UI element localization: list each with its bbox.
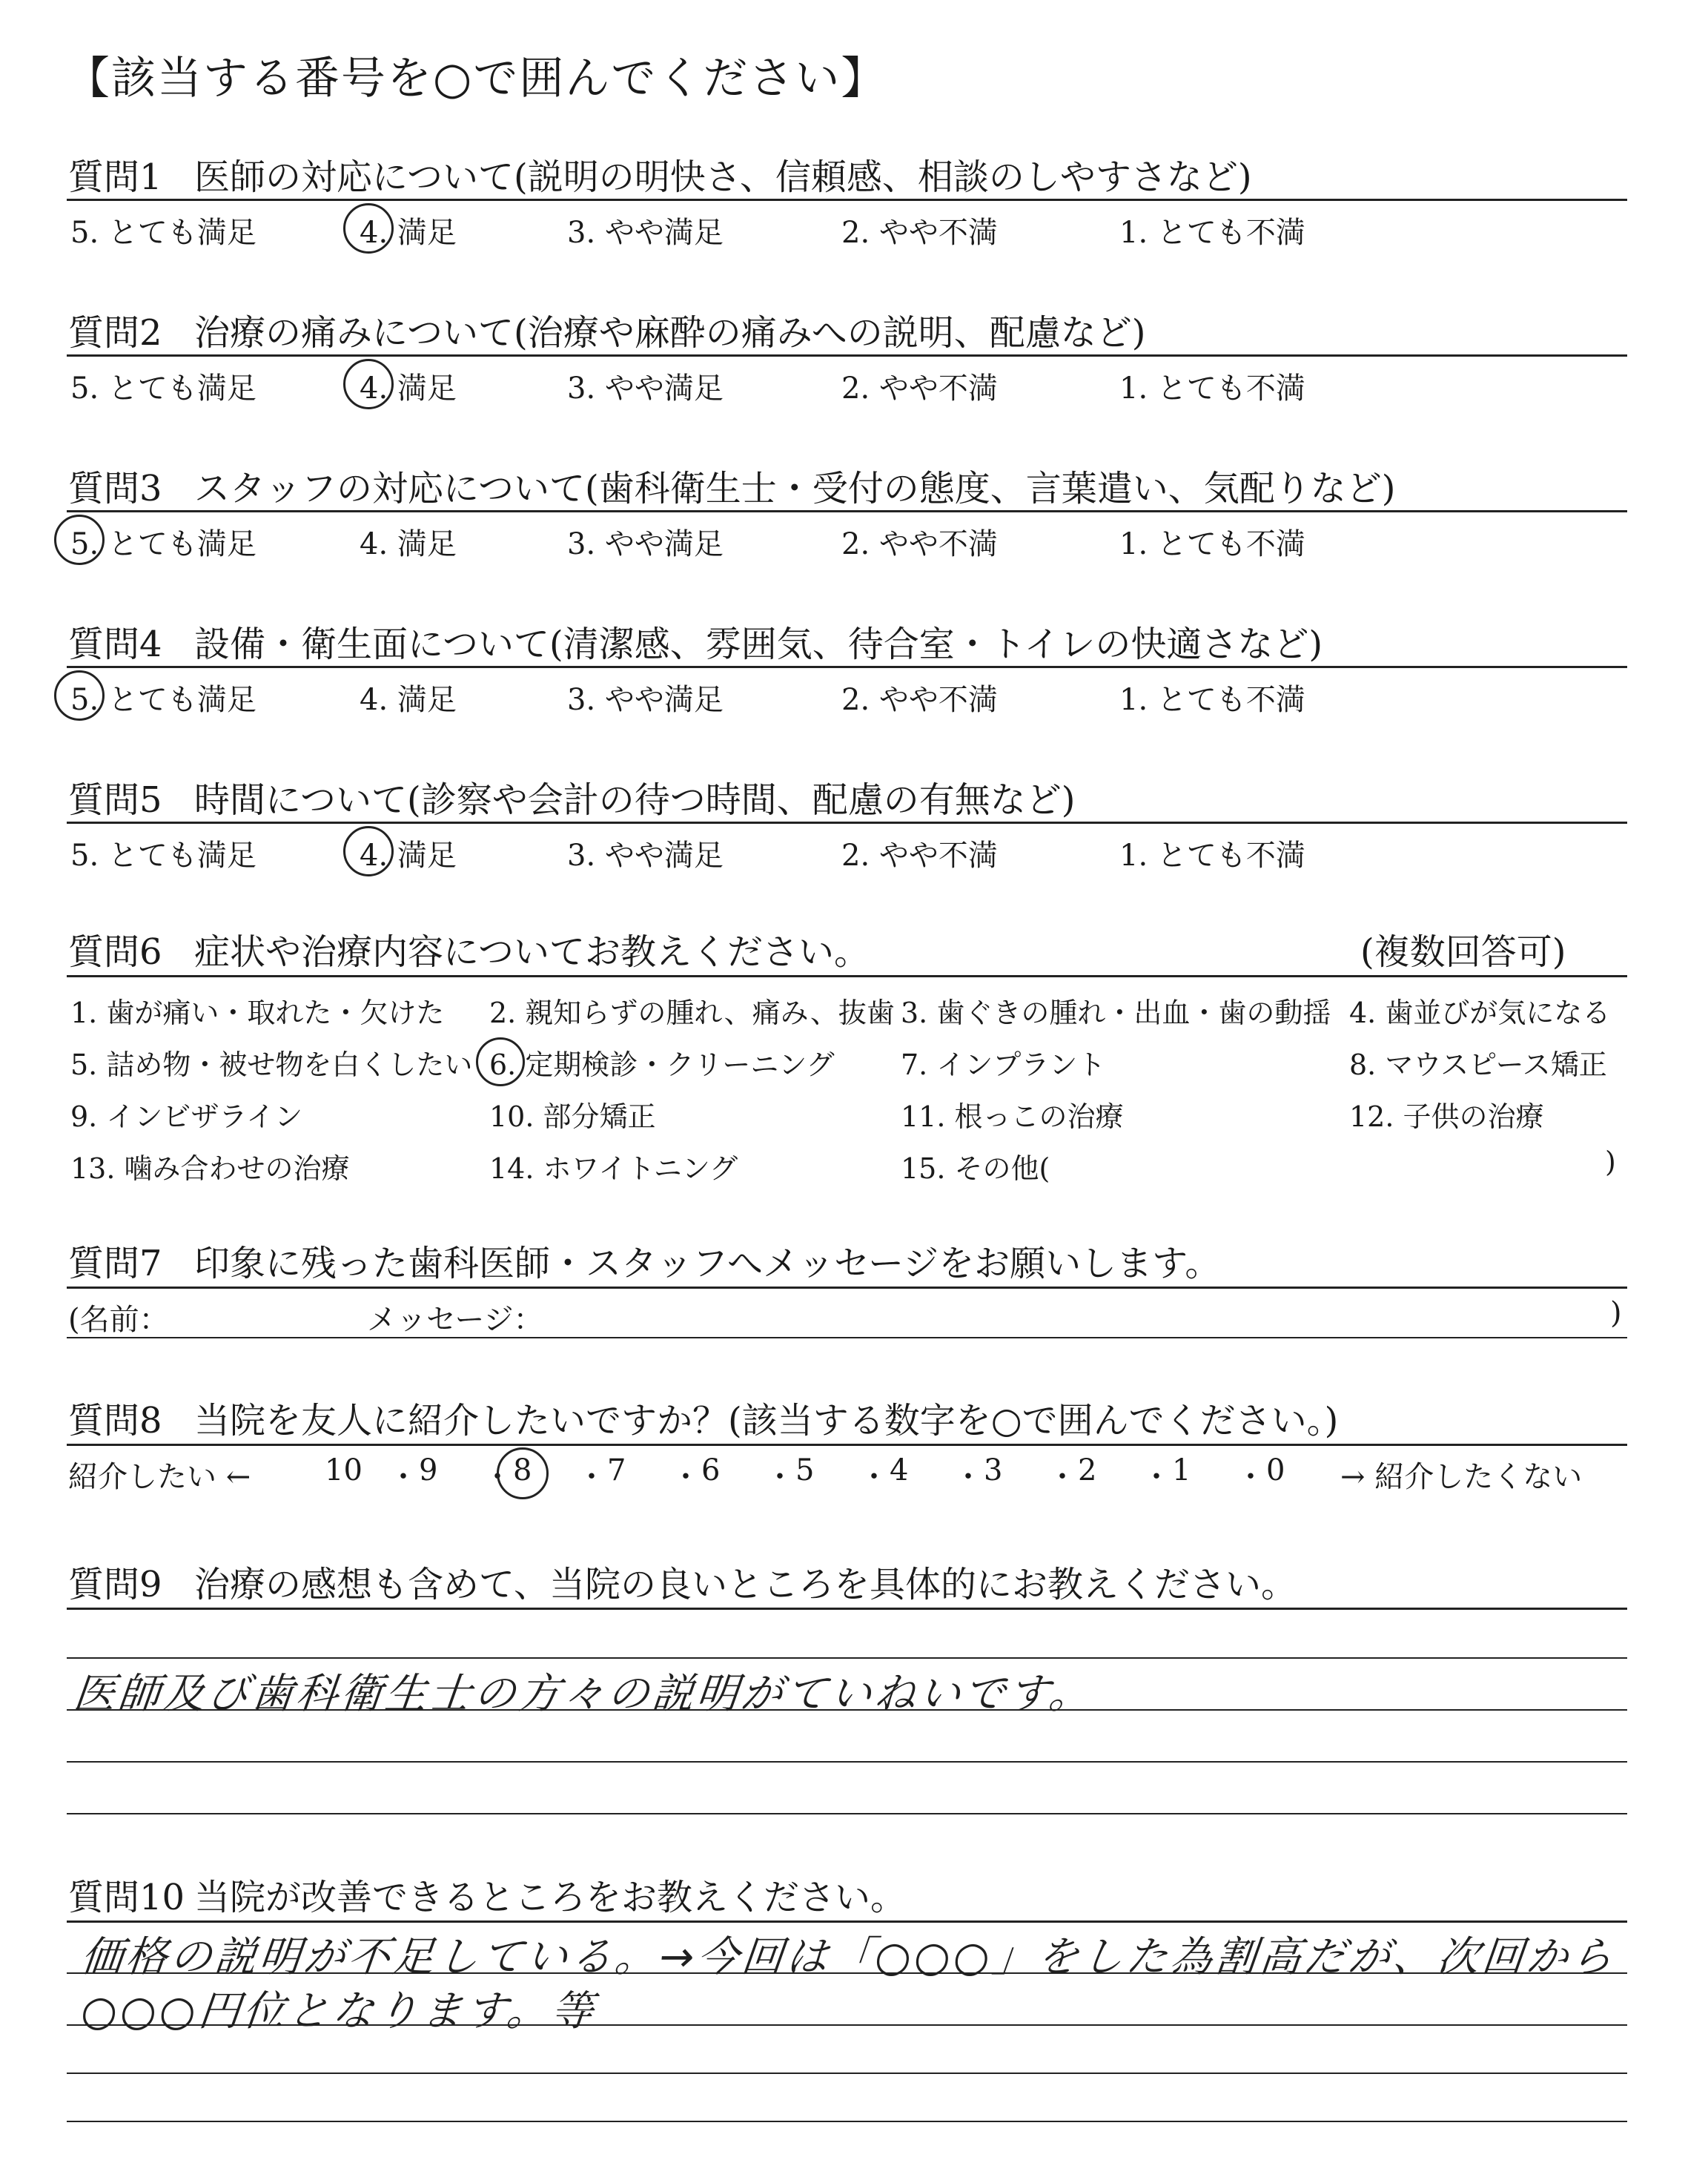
q1-selection-circle: [343, 203, 394, 254]
q1-text: 医師の対応について(説明の明快さ、信頼感、相談のしやすさなど): [194, 156, 1252, 198]
q6-option-5[interactable]: 5. 詰め物・被せ物を白くしたい: [70, 1048, 473, 1081]
q8-scale-separator: ・: [953, 1460, 983, 1494]
q7-message-label: メッセージ：: [367, 1303, 543, 1337]
q4-option-5[interactable]: 5. とても満足: [70, 683, 256, 717]
q2-option-3[interactable]: 3. やや満足: [567, 371, 724, 406]
q8-scale-6[interactable]: 6: [701, 1453, 721, 1487]
q1-number: 質問1: [68, 156, 162, 198]
q2-rule: [67, 354, 1627, 357]
q4-option-2[interactable]: 2. やや不満: [841, 683, 998, 717]
q7-name-label: (名前：: [68, 1303, 169, 1337]
q5-selection-circle: [343, 826, 394, 876]
q8-selection-circle: [497, 1447, 549, 1499]
instruction-header: 【該当する番号を○で囲んでください】: [65, 53, 887, 105]
q10-number: 質問10: [68, 1877, 185, 1918]
q10-rule: [67, 1920, 1627, 1923]
q2-option-5[interactable]: 5. とても満足: [70, 371, 256, 406]
q5-number: 質問5: [68, 779, 162, 821]
q1-option-4[interactable]: 4. 満足: [360, 216, 457, 250]
q8-scale-separator: ・: [1142, 1460, 1171, 1494]
q6-option-13[interactable]: 13. 噛み合わせの治療: [70, 1152, 350, 1185]
q2-option-2[interactable]: 2. やや不満: [841, 371, 998, 406]
q6-option-11[interactable]: 11. 根っこの治療: [901, 1100, 1124, 1133]
q8-scale-3[interactable]: 3: [984, 1453, 1003, 1487]
q9-text: 治療の感想も含めて、当院の良いところを具体的にお教えください。: [194, 1564, 1297, 1605]
q1-option-3[interactable]: 3. やや満足: [567, 216, 724, 250]
q1-option-5[interactable]: 5. とても満足: [70, 216, 256, 250]
q8-left-label: 紹介したい ←: [68, 1460, 251, 1494]
q3-option-2[interactable]: 2. やや不満: [841, 527, 998, 561]
q6-option-15[interactable]: 15. その他(: [901, 1152, 1050, 1185]
q8-scale-1[interactable]: 1: [1172, 1453, 1191, 1487]
q4-text: 設備・衛生面について(清潔感、雰囲気、待合室・トイレの快適さなど): [194, 624, 1323, 665]
q7-title: [68, 1235, 1220, 1286]
q5-rule: [67, 822, 1627, 824]
q3-option-3[interactable]: 3. やや満足: [567, 527, 724, 561]
q6-selection-circle: [476, 1037, 525, 1086]
q1-option-2[interactable]: 2. やや不満: [841, 216, 998, 250]
q9-line-1[interactable]: [67, 1657, 1627, 1659]
q9-line-3[interactable]: [67, 1761, 1627, 1763]
q8-scale-10[interactable]: 10: [325, 1453, 363, 1487]
q8-scale-separator: ・: [671, 1460, 701, 1494]
q6-option-9[interactable]: 9. インビザライン: [70, 1100, 303, 1133]
q10-line-3[interactable]: [67, 2073, 1627, 2074]
q6-option-6[interactable]: 6. 定期検診・クリーニング: [489, 1048, 835, 1081]
q6-note: (複数回答可): [1360, 931, 1566, 973]
q6-option-8[interactable]: 8. マウスピース矯正: [1349, 1048, 1607, 1081]
q9-title: [68, 1556, 1297, 1607]
q6-option-7[interactable]: 7. インプラント: [901, 1048, 1106, 1081]
q7-number: 質問7: [68, 1243, 162, 1284]
q8-number: 質問8: [68, 1400, 162, 1441]
q9-rule: [67, 1608, 1627, 1610]
q5-option-2[interactable]: 2. やや不満: [841, 839, 998, 873]
q5-title: [68, 771, 1076, 822]
q8-scale-separator: ・: [859, 1460, 889, 1494]
q4-title: [68, 615, 1323, 667]
q6-option-1[interactable]: 1. 歯が痛い・取れた・欠けた: [70, 997, 445, 1029]
q6-option-2[interactable]: 2. 親知らずの腫れ、痛み、抜歯: [489, 997, 895, 1029]
q1-option-1[interactable]: 1. とても不満: [1119, 216, 1305, 250]
q2-selection-circle: [343, 359, 394, 409]
q8-scale-separator: ・: [577, 1460, 606, 1494]
q9-handwritten-answer: 医師及び歯科衛生士の方々の説明がていねいです。: [71, 1670, 1096, 1718]
q3-number: 質問3: [68, 468, 162, 509]
q4-option-3[interactable]: 3. やや満足: [567, 683, 724, 717]
q3-option-4[interactable]: 4. 満足: [360, 527, 457, 561]
q6-title: [68, 923, 870, 974]
q3-selection-circle: [54, 515, 105, 565]
q4-option-1[interactable]: 1. とても不満: [1119, 683, 1305, 717]
q5-text: 時間について(診察や会計の待つ時間、配慮の有無など): [194, 779, 1076, 821]
q4-rule: [67, 666, 1627, 668]
q8-scale-7[interactable]: 7: [607, 1453, 626, 1487]
q8-rule: [67, 1444, 1627, 1446]
q2-text: 治療の痛みについて(治療や麻酔の痛みへの説明、配慮など): [194, 312, 1146, 354]
q6-option-3[interactable]: 3. 歯ぐきの腫れ・出血・歯の動揺: [901, 997, 1331, 1029]
q6-text: 症状や治療内容についてお教えください。: [194, 931, 870, 973]
q7-text: 印象に残った歯科医師・スタッフへメッセージをお願いします。: [194, 1243, 1221, 1284]
q7-rule: [67, 1287, 1627, 1289]
q8-scale-4[interactable]: 4: [890, 1453, 909, 1487]
q6-number: 質問6: [68, 931, 162, 973]
q8-scale-5[interactable]: 5: [795, 1453, 815, 1487]
q10-text: 当院が改善できるところをお教えください。: [194, 1877, 907, 1918]
q7-close-paren: ): [1610, 1296, 1622, 1330]
q7-answer-line[interactable]: [67, 1337, 1627, 1338]
q8-right-label: → 紹介したくない: [1340, 1460, 1583, 1494]
q9-line-4[interactable]: [67, 1813, 1627, 1814]
q8-text: 当院を友人に紹介したいですか？(該当する数字を○で囲んでください。): [194, 1400, 1339, 1441]
q6-option-14[interactable]: 14. ホワイトニング: [489, 1152, 738, 1185]
q10-handwritten-answer-1: 価格の説明が不足している。→今回は「○○○」をした為割高だが、次回から: [79, 1933, 1618, 1981]
q6-option-12[interactable]: 12. 子供の治療: [1349, 1100, 1544, 1133]
q8-scale-separator: ・: [1047, 1460, 1077, 1494]
q2-option-1[interactable]: 1. とても不満: [1119, 371, 1305, 406]
q10-title: [68, 1869, 906, 1920]
q8-scale-separator: ・: [765, 1460, 795, 1494]
q8-scale-separator: ・: [483, 1460, 512, 1494]
q8-scale-9[interactable]: 9: [419, 1453, 438, 1487]
q3-title: [68, 460, 1396, 511]
q3-option-1[interactable]: 1. とても不満: [1119, 527, 1305, 561]
q2-title: [68, 304, 1146, 355]
q6-option-10[interactable]: 10. 部分矯正: [489, 1100, 656, 1133]
q1-title: [68, 148, 1252, 199]
q9-number: 質問9: [68, 1564, 162, 1605]
q5-option-5[interactable]: 5. とても満足: [70, 839, 256, 873]
q4-option-4[interactable]: 4. 満足: [360, 683, 457, 717]
q2-number: 質問2: [68, 312, 162, 354]
q10-handwritten-answer-2: ○○○円位となります。等: [79, 1987, 599, 2035]
q8-title: [68, 1392, 1338, 1443]
q6-rule: [67, 975, 1627, 977]
q6-other-close-paren: ): [1605, 1146, 1616, 1178]
q8-scale-separator: ・: [388, 1460, 418, 1494]
q5-option-4[interactable]: 4. 満足: [360, 839, 457, 873]
q3-option-5[interactable]: 5. とても満足: [70, 527, 256, 561]
q1-rule: [67, 199, 1627, 201]
q10-line-4[interactable]: [67, 2121, 1627, 2122]
q8-scale-8[interactable]: 8: [513, 1453, 532, 1487]
q8-scale-2[interactable]: 2: [1078, 1453, 1097, 1487]
q3-rule: [67, 510, 1627, 512]
q5-option-1[interactable]: 1. とても不満: [1119, 839, 1305, 873]
q3-text: スタッフの対応について(歯科衛生士・受付の態度、言葉遣い、気配りなど): [194, 468, 1396, 509]
q4-selection-circle: [54, 670, 105, 721]
q4-number: 質問4: [68, 624, 162, 665]
q8-scale-separator: ・: [1236, 1460, 1265, 1494]
q5-option-3[interactable]: 3. やや満足: [567, 839, 724, 873]
q8-scale-0[interactable]: 0: [1266, 1453, 1285, 1487]
q6-option-4[interactable]: 4. 歯並びが気になる: [1349, 997, 1611, 1029]
q2-option-4[interactable]: 4. 満足: [360, 371, 457, 406]
